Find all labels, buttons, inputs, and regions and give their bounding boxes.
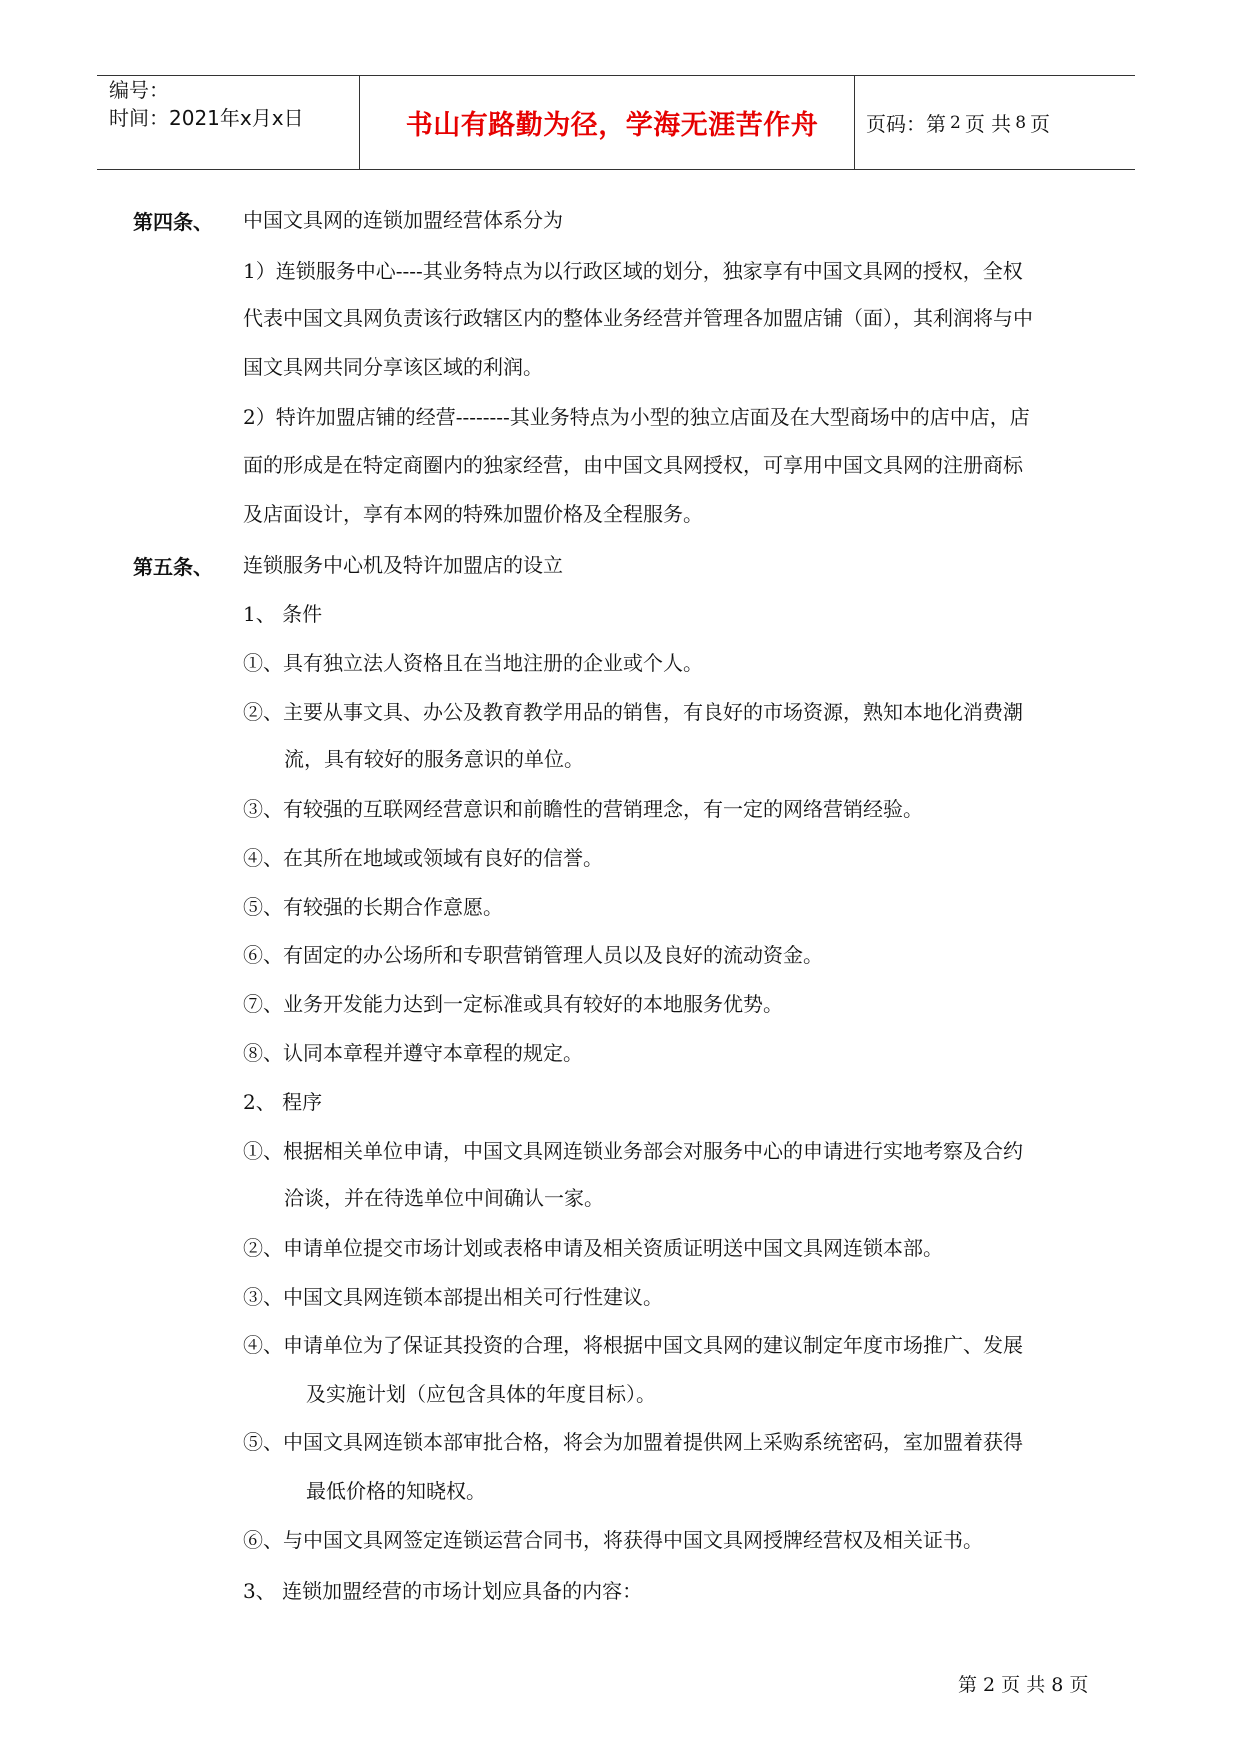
document-header xyxy=(97,75,1135,170)
article4-item2-line: 2）特许加盟店铺的经营--------其业务特点为小型的独立店面及在大型商场中的店中店，店 xyxy=(243,405,1030,429)
procedure-item-continuation: 及实施计划（应包含具体的年度目标）。 xyxy=(306,1382,656,1406)
procedure-item-continuation: 洽谈，并在待选单位中间确认一家。 xyxy=(284,1186,604,1210)
article4-item2-line: 及店面设计，享有本网的特殊加盟价格及全程服务。 xyxy=(243,502,703,526)
header-divider xyxy=(854,76,855,169)
procedure-item: ①、根据相关单位申请，中国文具网连锁业务部会对服务中心的申请进行实地考察及合约 xyxy=(243,1139,1023,1163)
document-number-label: 编号： xyxy=(109,78,169,102)
article4-title: 中国文具网的连锁加盟经营体系分为 xyxy=(243,208,563,232)
procedure-item: ⑤、中国文具网连锁本部审批合格，将会为加盟着提供网上采购系统密码，室加盟着获得 xyxy=(243,1430,1023,1454)
procedure-item: ⑥、与中国文具网签定连锁运营合同书，将获得中国文具网授牌经营权及相关证书。 xyxy=(243,1528,983,1552)
page-suffix: 页 xyxy=(1030,112,1051,136)
article4-item2-line: 面的形成是在特定商圈内的独家经营，由中国文具网授权，可享用中国文具网的注册商标 xyxy=(243,453,1023,477)
page-prefix: 页码：第 xyxy=(866,112,946,136)
article4-item1-line: 国文具网共同分享该区域的利润。 xyxy=(243,355,543,379)
procedure-item: ②、申请单位提交市场计划或表格申请及相关资质证明送中国文具网连锁本部。 xyxy=(243,1236,943,1260)
header-meta xyxy=(109,76,304,132)
article4-item1-line: 1）连锁服务中心----其业务特点为以行政区域的划分，独家享有中国文具网的授权，全权 xyxy=(243,259,1023,283)
section-heading-conditions: 1、 条件 xyxy=(243,602,323,626)
section-heading-market-plan: 3、 连锁加盟经营的市场计划应具备的内容： xyxy=(243,1579,643,1603)
condition-item: ③、有较强的互联网经营意识和前瞻性的营销理念，有一定的网络营销经验。 xyxy=(243,797,923,821)
condition-item: ①、具有独立法人资格且在当地注册的企业或个人。 xyxy=(243,651,703,675)
page-total: 8 xyxy=(1015,112,1027,133)
condition-item: ⑤、有较强的长期合作意愿。 xyxy=(243,895,503,919)
article5-title: 连锁服务中心机及特许加盟店的设立 xyxy=(243,553,563,577)
condition-item: ②、主要从事文具、办公及教育教学用品的销售，有良好的市场资源，熟知本地化消费潮 xyxy=(243,700,1023,724)
document-time: 时间：2021年x月x日 xyxy=(109,106,304,130)
header-motto: 书山有路勤为径，学海无涯苦作舟 xyxy=(405,110,819,141)
header-divider xyxy=(359,76,360,169)
page-current: 2 xyxy=(950,112,961,133)
condition-item: ④、在其所在地域或领域有良好的信誉。 xyxy=(243,846,603,870)
condition-item-continuation: 流，具有较好的服务意识的单位。 xyxy=(284,747,584,771)
condition-item: ⑥、有固定的办公场所和专职营销管理人员以及良好的流动资金。 xyxy=(243,943,823,967)
condition-item: ⑦、业务开发能力达到一定标准或具有较好的本地服务优势。 xyxy=(243,992,783,1016)
article4-label: 第四条、 xyxy=(133,210,213,234)
procedure-item: ③、中国文具网连锁本部提出相关可行性建议。 xyxy=(243,1285,663,1309)
procedure-item-continuation: 最低价格的知晓权。 xyxy=(306,1479,486,1503)
procedure-item: ④、申请单位为了保证其投资的合理，将根据中国文具网的建议制定年度市场推广、发展 xyxy=(243,1333,1023,1357)
page-mid: 页 共 xyxy=(964,112,1012,136)
article5-label: 第五条、 xyxy=(133,555,213,579)
condition-item: ⑧、认同本章程并遵守本章程的规定。 xyxy=(243,1041,583,1065)
section-heading-procedures: 2、 程序 xyxy=(243,1090,323,1114)
header-page-info xyxy=(866,76,1050,169)
page-footer: 第 2 页 共 8 页 xyxy=(958,1674,1089,1696)
article4-item1-line: 代表中国文具网负责该行政辖区内的整体业务经营并管理各加盟店铺（面），其利润将与中 xyxy=(243,306,1033,330)
